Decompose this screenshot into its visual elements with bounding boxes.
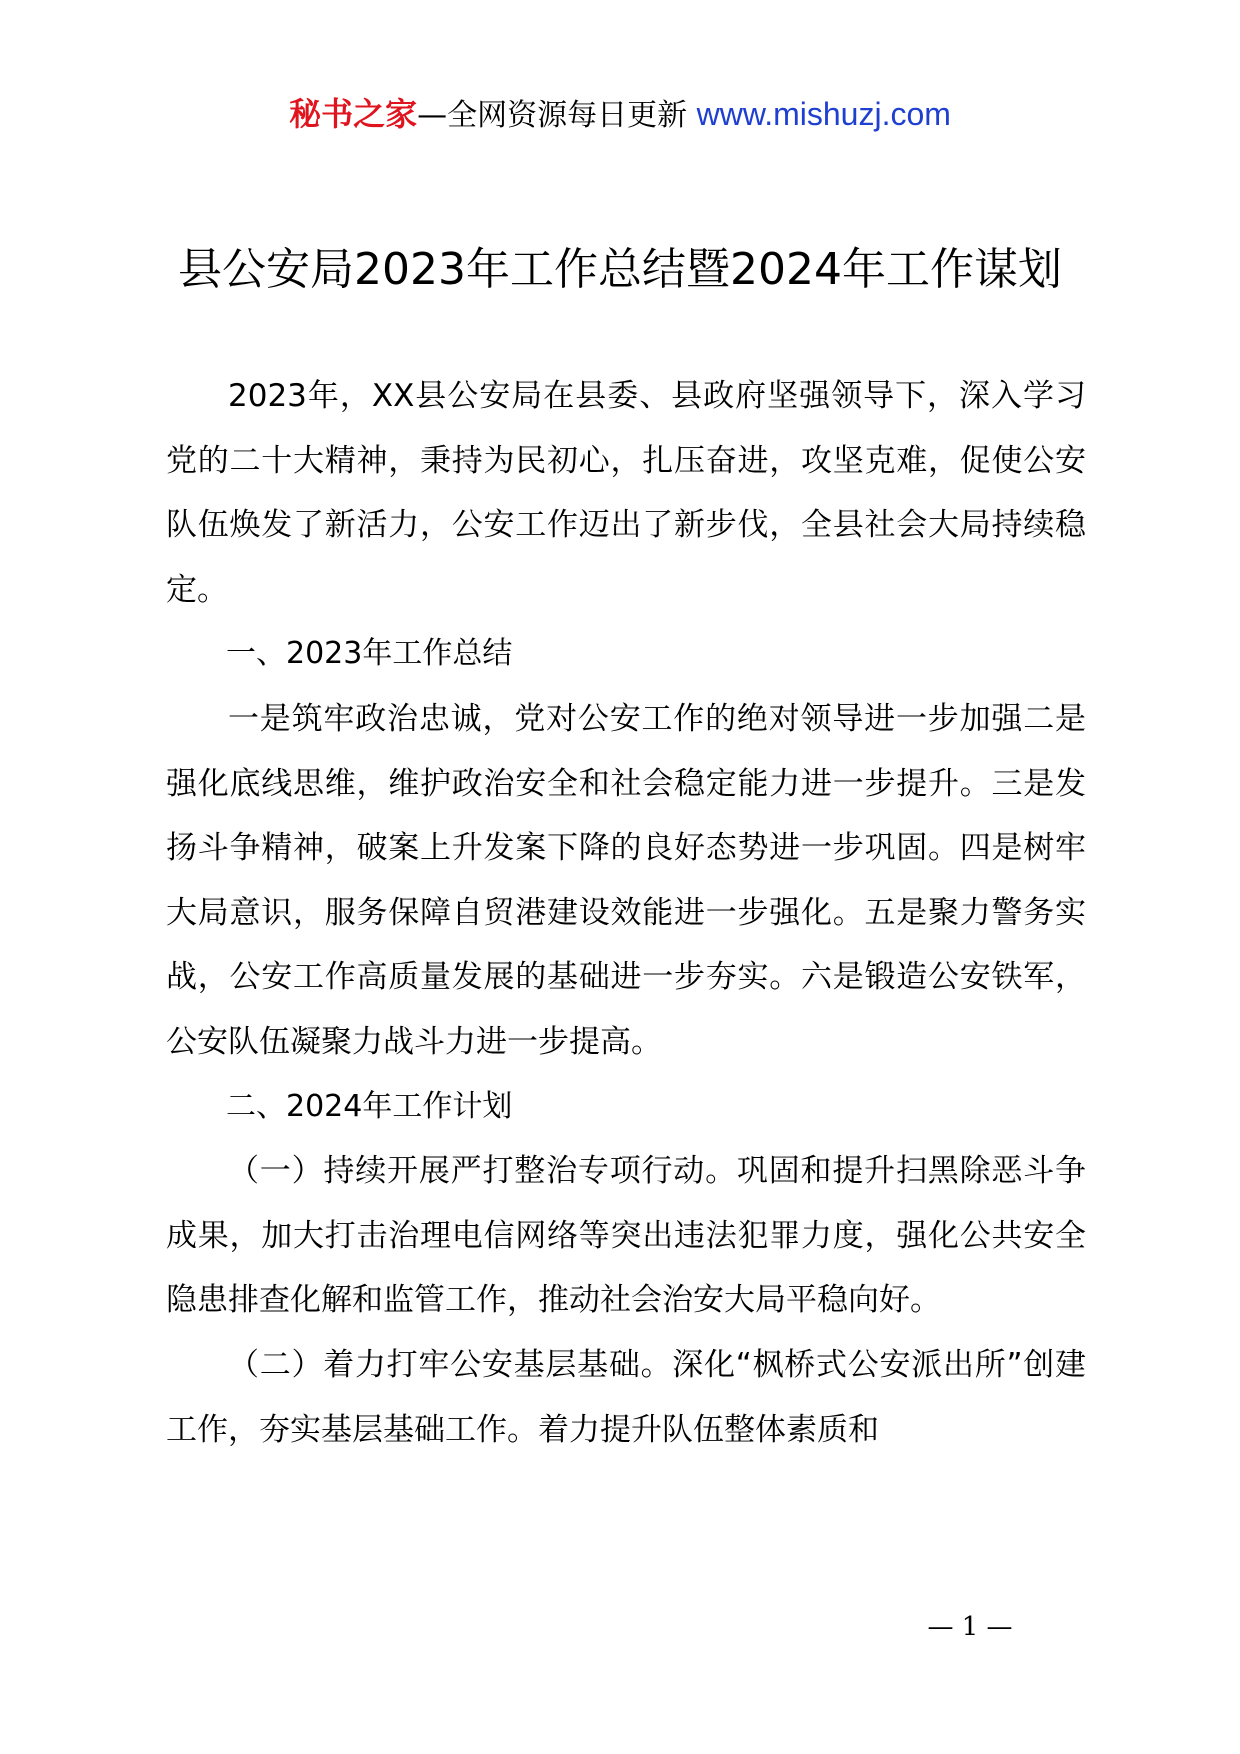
intro-paragraph: 2023年，XX县公安局在县委、县政府坚强领导下，深入学习党的二十大精神，秉持为民初心，扎压奋进，攻坚克难，促使公安队伍焕发了新活力，公安工作迈出了新步伐，全县社会大局持续稳定。 [166, 378, 1086, 608]
plan-item-2: （二）着力打牢公安基层基础。深化“枫桥式公安派出所”创建工作，夯实基层基础工作。着力提升队伍整体素质和 [166, 1346, 1086, 1448]
section-heading-plan: 二、2024年工作计划 [226, 1088, 513, 1124]
page-number: — 1 — [927, 1612, 1013, 1642]
document-title: 县公安局2023年工作总结暨2024年工作谋划 [178, 244, 1062, 295]
summary-paragraph: 一是筑牢政治忠诚，党对公安工作的绝对领导进一步加强二是强化底线思维，维护政治安全和社会稳定能力进一步提升。三是发扬斗争精神，破案上升发案下降的良好态势进一步巩固。四是树牢大局意识，服务保障自贸港建设效能进一步强化。五是聚力警务实战，公安工作高质量发展的基础进一步夯实。六是锻造公安铁军，公安队伍凝聚力战斗力进一步提高。 [166, 700, 1086, 1060]
site-header [0, 94, 1240, 136]
section-heading-summary: 一、2023年工作总结 [226, 636, 513, 672]
site-brand: 秘书之家 [289, 95, 418, 133]
site-tagline: —全网资源每日更新 [417, 98, 688, 133]
document-body [166, 364, 1086, 1462]
plan-item-1: （一）持续开展严打整治专项行动。巩固和提升扫黑除恶斗争成果，加大打击治理电信网络等突出违法犯罪力度，强化公共安全隐患排查化解和监管工作，推动社会治安大局平稳向好。 [166, 1153, 1086, 1319]
site-url-link[interactable]: www.mishuzj.com [696, 96, 951, 132]
